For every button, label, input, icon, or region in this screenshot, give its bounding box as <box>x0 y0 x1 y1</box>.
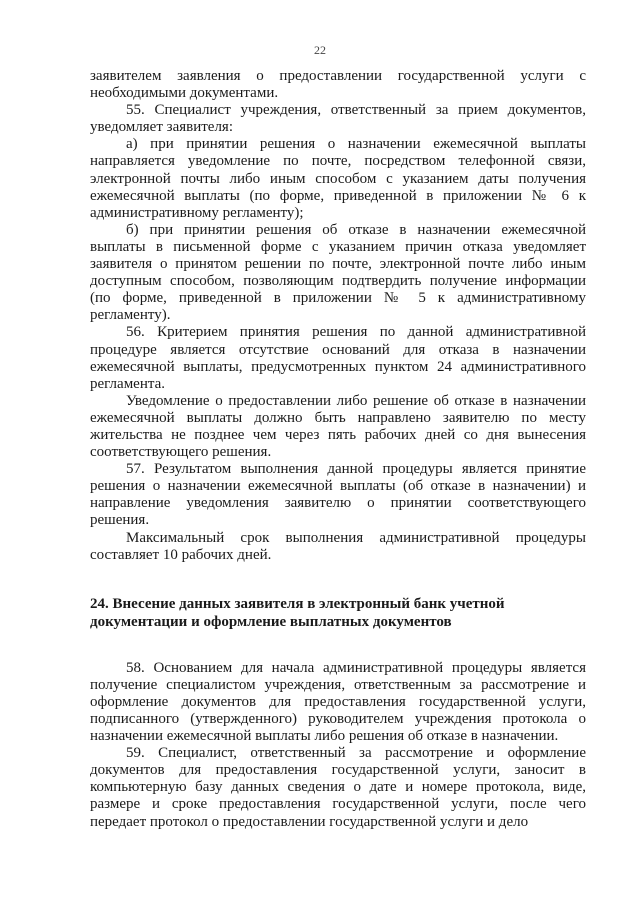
paragraph-55: 55. Специалист учреждения, ответственный за прием документов, уведомляет заявителя: <box>90 102 586 136</box>
paragraph-max-term: Максимальный срок выполнения административной процедуры составляет 10 рабочих дней. <box>90 529 586 563</box>
paragraph-55-b: б) при принятии решения об отказе в назначении ежемесячной выплаты в письменной форме с указанием причин отказа уведомляет заявителя о принятом решении по почте, электронной почте либо иным доступным способом, позволяющим подтвердить получение информации (по форме, приведенной в приложении № 5 к административному регламенту). <box>90 221 586 324</box>
page-body <box>90 68 586 831</box>
paragraph-notification: Уведомление о предоставлении либо решение об отказе в назначении ежемесячной выплаты должно быть направлено заявителю по месту жительства не позднее чем через пять рабочих дней со дня вынесения соответствующего решения. <box>90 392 586 461</box>
page-number: 22 <box>314 43 326 57</box>
section-heading-line1: 24. Внесение данных заявителя в электронный банк учетной <box>90 595 505 612</box>
paragraph-57: 57. Результатом выполнения данной процедуры является принятие решения о назначении ежемесячной выплаты (об отказе в назначении) и направление уведомления заявителю о принятии соответствующего решения. <box>90 461 586 529</box>
paragraph-continuation: заявителем заявления о предоставлении государственной услуги с необходимыми документами. <box>90 68 586 102</box>
paragraph-56: 56. Критерием принятия решения по данной административной процедуре является отсутствие оснований для отказа в назначении ежемесячной выплаты, предусмотренных пунктом 24 административного регламента. <box>90 324 586 392</box>
section-heading-line2: документации и оформление выплатных документов <box>90 613 452 630</box>
section-heading <box>90 595 586 631</box>
paragraph-58: 58. Основанием для начала административной процедуры является получение специалистом учреждения, ответственным за рассмотрение и оформление документов для предоставления государственной услуги, подписанного (утвержденного) руководителем учреждения протокола о назначении ежемесячной выплаты либо решения об отказе в назначении. <box>90 659 586 745</box>
paragraph-55-a: а) при принятии решения о назначении ежемесячной выплаты направляется уведомление по почте, посредством телефонной связи, электронной почты либо иным способом с указанием даты получения ежемесячной выплаты (по форме, приведенной в приложении № 6 к административному регламенту); <box>90 136 586 221</box>
paragraph-59: 59. Специалист, ответственный за рассмотрение и оформление документов для предоставления государственной услуги, заносит в компьютерную базу данных сведения о дате и номере протокола, виде, размере и сроке предоставления государственной услуги, после чего передает протокол о предоставлении государственной услуги и дело <box>90 745 586 830</box>
